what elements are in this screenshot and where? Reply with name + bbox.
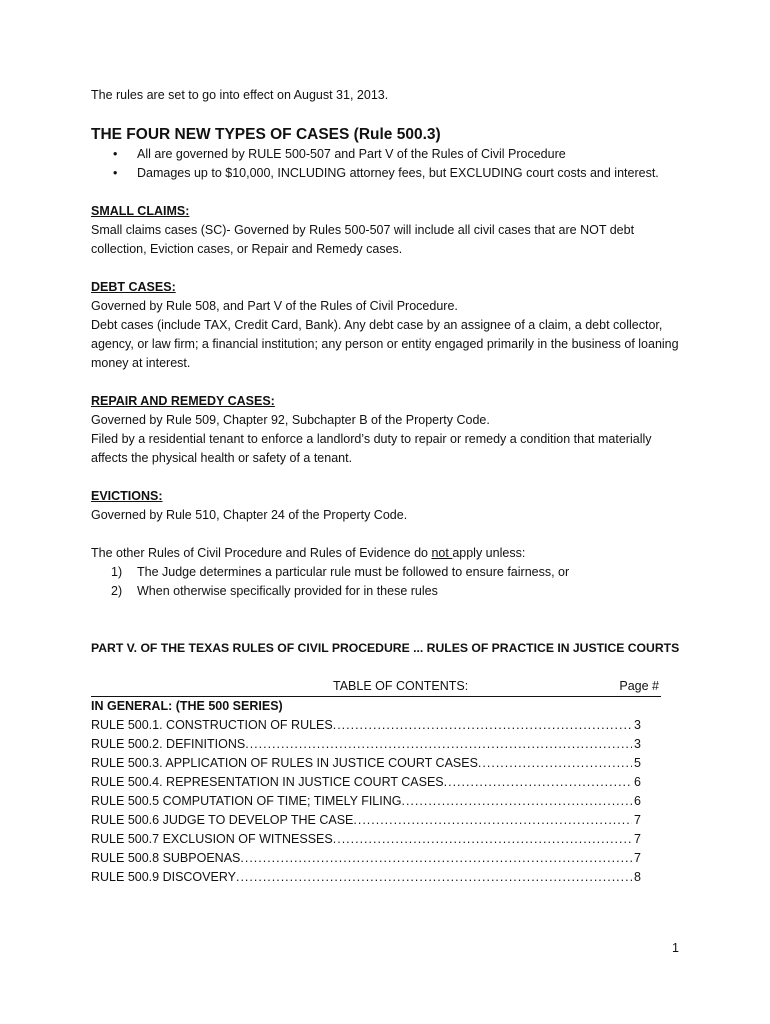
small-claims-text: Small claims cases (SC)- Governed by Rules 500-507 will include all civil cases that are NOT debt collection, Eviction cases, or Repair and Remedy cases. [91, 223, 635, 256]
repair-remedy-section [91, 392, 681, 468]
repair-remedy-heading: REPAIR AND REMEDY CASES: [91, 394, 275, 408]
debt-cases-text: Debt cases (include TAX, Credit Card, Bank). Any debt case by an assignee of a claim, a debt collector, agency, or law firm; a financial institution; any person or entity engaged primarily in the business of loaning money at interest. [91, 318, 679, 370]
toc-entry: RULE 500.7 EXCLUSION OF WITNESSES ..... 7 [91, 830, 641, 849]
intro-text: The rules are set to go into effect on August 31, 2013. [91, 88, 389, 102]
repair-remedy-text: Governed by Rule 509, Chapter 92, Subchapter B of the Property Code. [91, 413, 490, 427]
bullet-dot-icon: • [113, 166, 118, 180]
toc-page-label: Page # [619, 679, 659, 693]
toc-group-heading: IN GENERAL: (THE 500 SERIES) [91, 699, 283, 713]
bullet-item: • Damages up to $10,000, INCLUDING attorney fees, but EXCLUDING court costs and interest. [91, 164, 681, 183]
small-claims-heading: SMALL CLAIMS: [91, 204, 190, 218]
page-number: 1 [672, 941, 679, 955]
bullet-dot-icon: • [113, 147, 118, 161]
evictions-section [91, 487, 681, 525]
evictions-heading: EVICTIONS: [91, 489, 163, 503]
toc-entry: RULE 500.3. APPLICATION OF RULES IN JUSTICE COURT CASES ..... 5 [91, 754, 641, 773]
toc-title: TABLE OF CONTENTS: [333, 679, 469, 693]
toc-entry: RULE 500.6 JUDGE TO DEVELOP THE CASE ..... 7 [91, 811, 641, 830]
evictions-text: Governed by Rule 510, Chapter 24 of the Property Code. [91, 508, 408, 522]
debt-cases-heading: DEBT CASES: [91, 280, 176, 294]
part-v-heading: PART V. OF THE TEXAS RULES OF CIVIL PROCEDURE ... RULES OF PRACTICE IN JUSTICE COURTS [91, 641, 680, 655]
other-rules-section [91, 544, 681, 601]
toc-entry: RULE 500.2. DEFINITIONS ..... 3 [91, 735, 641, 754]
debt-cases-section [91, 278, 681, 373]
toc-entry: RULE 500.9 DISCOVERY ..... 8 [91, 868, 641, 887]
exception-list [91, 563, 681, 601]
debt-cases-text: Governed by Rule 508, and Part V of the Rules of Civil Procedure. [91, 299, 458, 313]
list-item: 2) When otherwise specifically provided for in these rules [111, 584, 438, 598]
case-types-bullet-list [91, 145, 681, 183]
toc-entry: RULE 500.8 SUBPOENAS ..... 7 [91, 849, 641, 868]
toc-header [91, 677, 661, 697]
toc-list [91, 716, 681, 887]
main-heading: THE FOUR NEW TYPES OF CASES (Rule 500.3) [91, 126, 441, 143]
toc-entry: RULE 500.4. REPRESENTATION IN JUSTICE COURT CASES ..... 6 [91, 773, 641, 792]
small-claims-section [91, 202, 681, 259]
bullet-item: • All are governed by RULE 500-507 and Part V of the Rules of Civil Procedure [91, 145, 681, 164]
toc-entry: RULE 500.1. CONSTRUCTION OF RULES ..... 3 [91, 716, 641, 735]
repair-remedy-text: Filed by a residential tenant to enforce a landlord’s duty to repair or remedy a condition that materially affects the physical health or safety of a tenant. [91, 432, 652, 465]
other-rules-lead: The other Rules of Civil Procedure and Rules of Evidence do not apply unless: [91, 546, 526, 560]
toc-entry: RULE 500.5 COMPUTATION OF TIME; TIMELY FILING ..... 6 [91, 792, 641, 811]
page-content [91, 86, 681, 887]
list-item: 1) The Judge determines a particular rule must be followed to ensure fairness, or [111, 565, 570, 579]
